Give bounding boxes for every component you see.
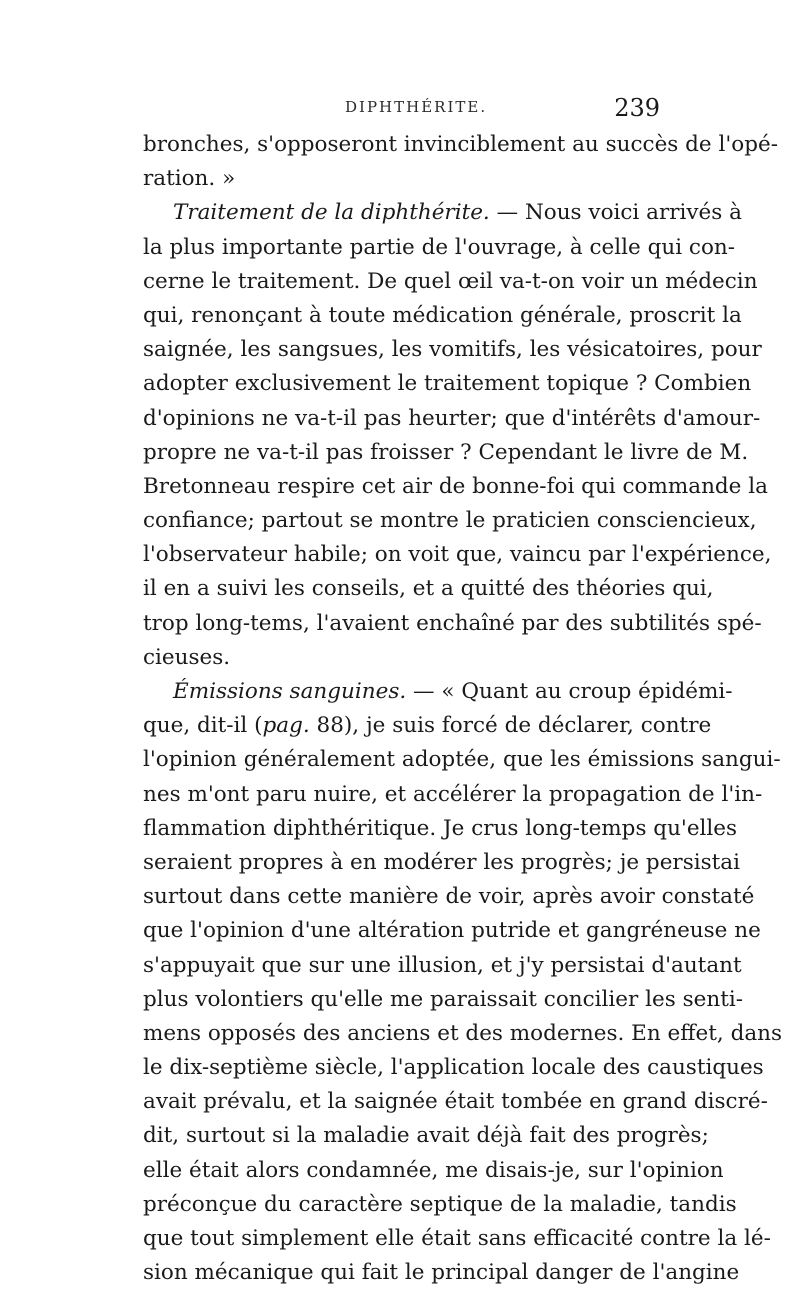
italic-text: Traitement de la diphthérite. <box>173 200 490 226</box>
text-run: — Nous voici arrivés à <box>489 200 742 226</box>
text-run: d'opinions ne va-t-il pas heurter; que d'intérêts d'amour- <box>143 405 761 431</box>
text-run: cieuses. <box>143 644 231 670</box>
text-run: flammation diphthéritique. Je crus long-temps qu'elles <box>143 815 738 841</box>
body-text <box>143 128 783 1290</box>
text-run: seraient propres à en modérer les progrès; je persistai <box>143 849 740 875</box>
text-run: saignée, les sangsues, les vomitifs, les vésicatoires, pour <box>143 337 762 363</box>
text-line <box>143 812 738 846</box>
text-line <box>143 675 733 709</box>
text-line <box>143 231 736 265</box>
text-line <box>143 470 768 504</box>
text-line <box>143 846 740 880</box>
running-title: DIPHTHÉRITE. <box>345 98 488 116</box>
text-line <box>143 299 742 333</box>
text-line <box>143 641 657 675</box>
text-line <box>143 914 761 948</box>
text-line <box>143 162 657 196</box>
text-run: avait prévalu, et la saignée était tombée en grand discré- <box>143 1089 768 1115</box>
text-line <box>143 538 772 572</box>
text-run: nes m'ont paru nuire, et accélérer la propagation de l'in- <box>143 781 763 807</box>
text-run: il en a suivi les conseils, et a quitté des théories qui, <box>143 576 714 602</box>
text-run: la plus importante partie de l'ouvrage, à celle qui con- <box>143 234 736 260</box>
page-number: 239 <box>614 94 660 122</box>
text-run: plus volontiers qu'elle me paraissait concilier les senti- <box>143 986 743 1012</box>
text-run: confiance; partout se montre le praticien consciencieux, <box>143 508 757 534</box>
text-run: elle était alors condamnée, me disais-je, sur l'opinion <box>143 1157 724 1183</box>
text-line <box>143 333 762 367</box>
text-run: 88), je suis forcé de déclarer, contre <box>309 713 712 739</box>
text-line <box>143 1154 724 1188</box>
text-run: trop long-tems, l'avaient enchaîné par des subtilités spé- <box>143 610 762 636</box>
text-run: que, dit-il ( <box>143 713 263 739</box>
text-line <box>143 128 778 162</box>
italic-text: Émissions sanguines. <box>173 679 407 704</box>
text-line <box>143 367 752 401</box>
text-line <box>143 265 758 299</box>
text-line <box>143 983 743 1017</box>
text-line <box>143 778 763 812</box>
text-run: ration. » <box>143 166 236 192</box>
running-head <box>145 94 660 122</box>
text-line <box>143 1119 709 1153</box>
text-run: le dix-septième siècle, l'application locale des caustiques <box>143 1055 764 1081</box>
text-line <box>143 402 761 436</box>
text-line <box>143 1085 768 1119</box>
text-run: sion mécanique qui fait le principal danger de l'angine <box>143 1260 740 1286</box>
text-run: mens opposés des anciens et des modernes. En effet, dans <box>143 1020 783 1046</box>
text-run: cerne le traitement. De quel œil va-t-on voir un médecin <box>143 268 758 294</box>
text-run: dit, surtout si la maladie avait déjà fait des progrès; <box>143 1123 709 1149</box>
text-run: que l'opinion d'une altération putride et gangréneuse ne <box>143 918 761 944</box>
text-run: qui, renonçant à toute médication générale, proscrit la <box>143 302 742 328</box>
text-line <box>143 607 762 641</box>
text-run: surtout dans cette manière de voir, après avoir constaté <box>143 884 755 910</box>
text-run: l'opinion généralement adoptée, que les émissions sangui- <box>143 747 781 773</box>
text-line <box>143 436 749 470</box>
text-line <box>143 880 755 914</box>
text-line <box>143 1017 783 1051</box>
text-line <box>143 1256 740 1290</box>
text-line <box>143 1222 771 1256</box>
text-run: — « Quant au croup épidémi- <box>406 679 733 704</box>
text-run: Bretonneau respire cet air de bonne-foi qui commande la <box>143 473 768 499</box>
text-run: adopter exclusivement le traitement topique ? Combien <box>143 371 752 397</box>
text-line <box>143 709 712 743</box>
text-line <box>143 572 714 606</box>
text-run: que tout simplement elle était sans efficacité contre la lé- <box>143 1226 771 1251</box>
text-line <box>143 949 742 983</box>
text-run: préconçue du caractère septique de la maladie, tandis <box>143 1191 737 1217</box>
text-line <box>143 196 742 230</box>
text-run: propre ne va-t-il pas froisser ? Cependant le livre de M. <box>143 439 749 465</box>
text-line <box>143 1051 764 1085</box>
text-line <box>143 504 757 538</box>
text-line <box>143 1188 737 1222</box>
text-run: s'appuyait que sur une illusion, et j'y persistai d'autant <box>143 952 742 978</box>
text-run: bronches, s'opposeront invinciblement au succès de l'opé- <box>143 132 778 157</box>
text-run: l'observateur habile; on voit que, vaincu par l'expérience, <box>143 542 772 568</box>
text-line <box>143 743 781 777</box>
italic-text: pag. <box>262 713 310 739</box>
